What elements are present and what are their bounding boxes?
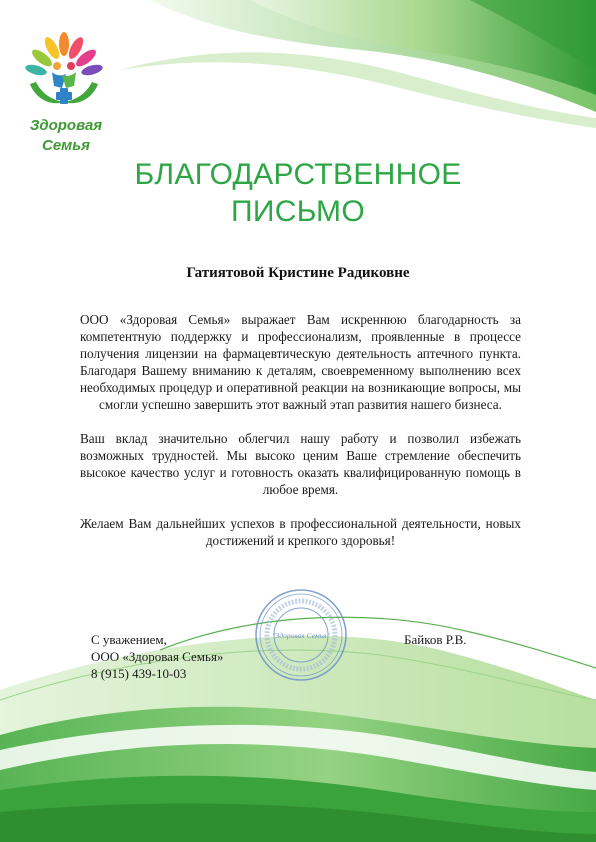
brand-line-1: Здоровая bbox=[29, 117, 103, 134]
phone-number: 8 (915) 439-10-03 bbox=[91, 666, 187, 681]
body-paragraph-2: Ваш вклад значительно облегчил нашу работу и позволил избежать возможных трудностей. Мы высоко ценим Ваше стремление обеспечить высокое качество услуг и готовность оказать квалифицированную помощь в любое время. bbox=[80, 431, 521, 497]
lotus-family-icon bbox=[22, 30, 106, 114]
signer-name: Байков Р.В. bbox=[404, 632, 467, 647]
closing-text: С уважением, bbox=[91, 632, 167, 647]
company-logo bbox=[18, 30, 108, 165]
stamp-center-text: "Здоровая Семья" bbox=[272, 631, 330, 640]
company-name: ООО «Здоровая Семья» bbox=[91, 649, 224, 664]
brand-line-2: Семья bbox=[41, 137, 90, 154]
recipient-name: Гатиятовой Кристине Радиковне bbox=[186, 265, 410, 281]
title-line-1: БЛАГОДАРСТВЕННОЕ bbox=[134, 158, 462, 191]
brand-name bbox=[18, 116, 114, 156]
body-paragraph-1: ООО «Здоровая Семья» выражает Вам искреннюю благодарность за компетентную поддержку и профессионализм, проявленные в процессе получения лицензии на фармацевтическую деятельность аптечного пункта. Благодаря Вашему вниманию к деталям, своевременному выполнению всех необходимых процедур и оперативной реакции на возникающие вопросы, мы смогли успешно завершить этот важный этап развития нашего бизнеса. bbox=[80, 312, 521, 412]
body-paragraph-3: Желаем Вам дальнейших успехов в профессиональной деятельности, новых достижений и крепкого здоровья! bbox=[80, 516, 521, 548]
letter-body bbox=[80, 311, 521, 566]
title-line-2: ПИСЬМО bbox=[231, 195, 365, 228]
signature-block bbox=[91, 631, 291, 682]
document-title bbox=[0, 156, 596, 230]
